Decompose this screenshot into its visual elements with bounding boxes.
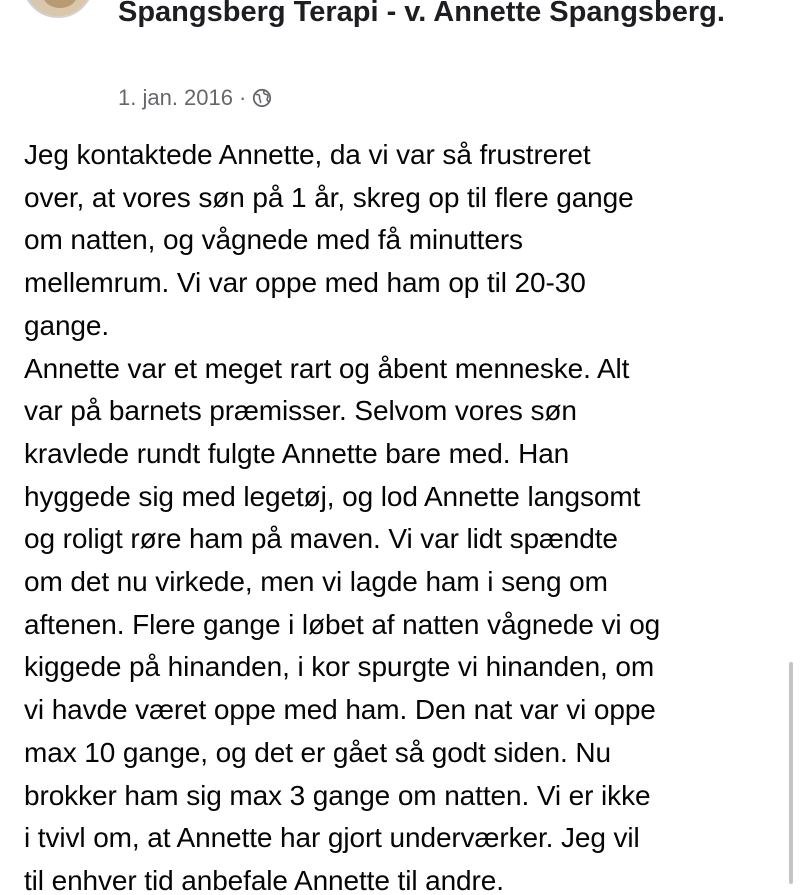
post-meta: [118, 82, 272, 114]
post-author-name[interactable]: Spangsberg Terapi - v. Annette Spangsberg.: [118, 0, 725, 28]
author-avatar[interactable]: [0, 0, 96, 18]
avatar-image: [22, 0, 94, 18]
avatar-face: [42, 0, 78, 8]
post-body-text: Jeg kontaktede Annette, da vi var så frustreret over, at vores søn på 1 år, skreg op til flere gange om natten, og vågnede med få minutters mellemrum. Vi var oppe med ham op til 20-30 gange. Annette var et meget rart og åbent menneske. Alt var på barnets præmisser. Selvom vores søn kravlede rundt fulgte Annette bare med. Han hyggede sig med legetøj, og lod Annette langsomt og roligt røre ham på maven. Vi var lidt spændte om det nu virkede, men vi lagde ham i seng om aftenen. Flere gange i løbet af natten vågnede vi og kiggede på hinanden, i kor spurgte vi hinanden, om vi havde været oppe med ham. Den nat var vi oppe max 10 gange, og det er gået så godt siden. Nu brokker ham sig max 3 gange om natten. Vi er ikke i tvivl om, at Annette har gjort underværker. Jeg vil til enhver tid anbefale Annette til andre.: [24, 139, 661, 895]
globe-icon: [252, 88, 272, 108]
scrollbar-thumb[interactable]: [789, 662, 793, 884]
post-date[interactable]: 1. jan. 2016: [118, 85, 233, 110]
meta-separator: ·: [238, 85, 247, 110]
